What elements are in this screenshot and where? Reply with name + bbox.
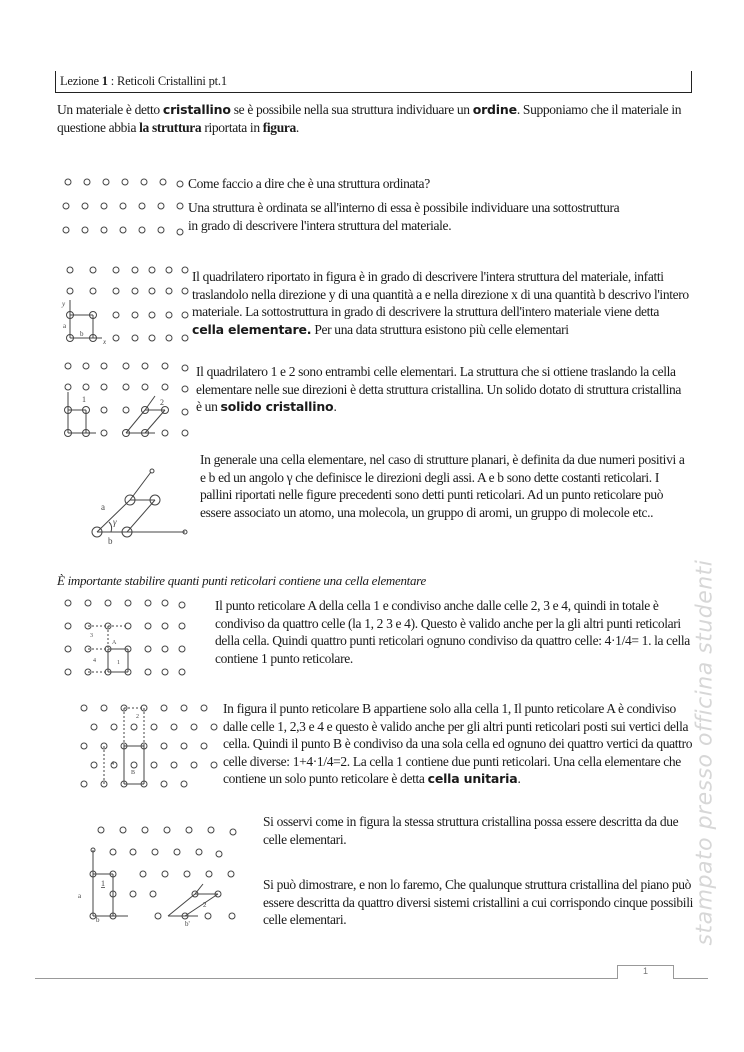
svg-text:b: b — [96, 916, 100, 924]
section-5-text: Il punto reticolare A della cella 1 e condiviso anche dalle celle 2, 3 e 4, quindi in totale è condiviso da quattro celle (la 1, 2 3 e 4). Questo è valido anche per la gli altri punti reticolari della cella. Quindi quattro punti reticolari ognuno condiviso da quattro celle: 4·1/4= 1. la cella contiene 1 punto reticolare. — [215, 598, 690, 666]
svg-text:b: b — [108, 536, 113, 546]
svg-text:x: x — [103, 338, 107, 346]
section-subheading: È importante stabilire quanti punti reticolari contiene una cella elementare — [57, 573, 426, 588]
lesson-title: Lezione 1 : Reticoli Cristallini pt.1 — [60, 74, 227, 88]
lattice-figure-centered-cell — [76, 700, 216, 800]
lattice-figure-unit-cell — [60, 264, 190, 346]
svg-text:b': b' — [185, 920, 190, 928]
oblique-cell-figure — [85, 462, 195, 547]
watermark: stampato presso officina studenti — [692, 559, 718, 946]
svg-text:A: A — [112, 640, 117, 646]
lattice-figure-two-cells — [60, 360, 195, 445]
intro-paragraph: Un materiale è detto cristallino se è possibile nella sua struttura individuare un ordine. Supponiamo che il materiale in questione abbia la struttura riportata in figura. — [57, 102, 682, 135]
page-header — [55, 71, 692, 93]
svg-text:4: 4 — [111, 761, 114, 767]
svg-text:b: b — [80, 330, 84, 338]
svg-text:2: 2 — [160, 398, 164, 407]
svg-text:a: a — [63, 322, 67, 330]
svg-text:a: a — [78, 892, 82, 900]
svg-text:3: 3 — [90, 633, 93, 639]
section-6-text: In figura il punto reticolare B appartiene solo alla cella 1, Il punto reticolare A è condiviso dalle celle 1, 2,3 e 4 e questo è valido anche per gli altri punti reticolari posti sui vertici della cella. Quindi il punto B è condiviso da una sola cella ed ognuno dei quattro vertici da quattro celle diverse: 1+4·1/4=2. La cella 1 contiene due punti reticolari. Una cella elementare che contiene un solo punto reticolare è detta cella unitaria. — [223, 701, 693, 786]
svg-text:1: 1 — [117, 660, 120, 666]
svg-text:1: 1 — [101, 879, 105, 888]
section-7-text-2: Si può dimostrare, e non lo faremo, Che qualunque struttura cristallina del piano può essere descritta da quattro diversi sistemi cristallini a cui corrispondo cinque possibili celle elementari. — [263, 877, 694, 927]
section-7-text-1: Si osservi come in figura la stessa struttura cristallina possa essere descritta da due celle elementari. — [263, 814, 679, 847]
page-number-box — [617, 965, 674, 979]
section-4-text: In generale una cella elementare, nel caso di strutture planari, è definita da due numeri positivi a e b ed un angolo γ che definisce le direzioni degli assi. A e b sono dette costanti reticolari. I pallini riportati nelle figure precedenti sono detti punti reticolari. Ad un punto reticolare può essere associato un atomo, una molecola, un gruppo di aromi, un gruppo di molecole etc.. — [200, 452, 685, 520]
section-question: Come faccio a dire che è una struttura ordinata? — [188, 176, 430, 191]
section-1-text: Una struttura è ordinata se all'interno di essa è possibile individuare una sottostruttura in grado di descrivere l'intera struttura del materiale. — [188, 200, 620, 233]
svg-text:a: a — [101, 502, 105, 512]
footer-line — [35, 978, 617, 979]
footer-line-right — [674, 978, 708, 979]
lattice-figure-two-elementary-cells — [68, 822, 258, 928]
svg-text:1: 1 — [82, 395, 86, 404]
lattice-figure-ordered — [60, 172, 185, 242]
svg-text:γ: γ — [113, 517, 117, 527]
svg-text:2: 2 — [203, 901, 207, 909]
svg-text:4: 4 — [93, 658, 96, 664]
svg-text:2: 2 — [136, 714, 139, 720]
svg-text:B: B — [131, 770, 136, 776]
svg-text:y: y — [62, 300, 66, 308]
section-2-text: Il quadrilatero riportato in figura è in grado di descrivere l'intera struttura del materiale, infatti traslandolo nella direzione y di una quantità a e nella direzione x di una quantità b descrivo l'intero materiale. La sottostruttura in grado di descrivere la struttura dell'intero materiale viene detta cella elementare. Per una data struttura esistono più celle elementari — [192, 269, 689, 337]
section-3-text: Il quadrilatero 1 e 2 sono entrambi celle elementari. La struttura che si ottiene traslando la cella elementare nelle sue direzioni è detta struttura cristallina. Un solido dotato di struttura cristallina è un solido cristallino. — [196, 364, 682, 414]
page-number: 1 — [642, 966, 648, 976]
lattice-figure-shared-point — [60, 597, 190, 682]
